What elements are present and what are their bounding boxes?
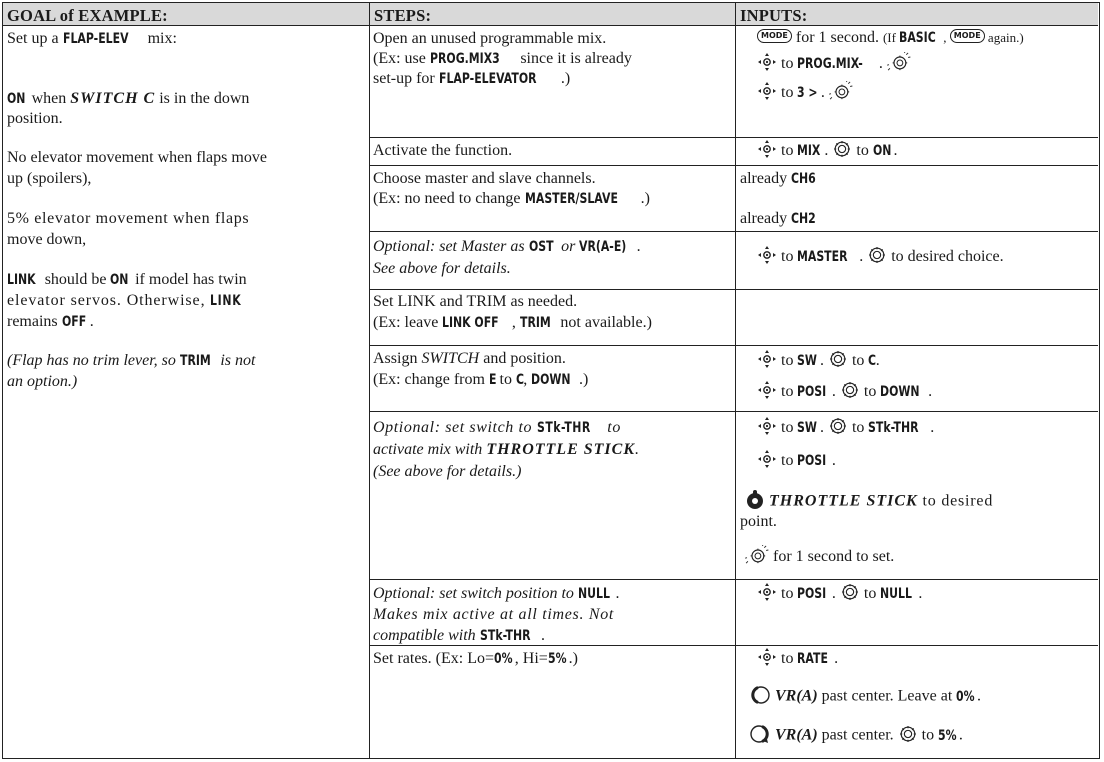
input-line: point.	[740, 513, 777, 530]
step-line: Open an unused programmable mix.	[373, 30, 607, 47]
input-line: already CH6	[740, 170, 816, 187]
input-line: to MIX . to ON .	[757, 141, 897, 161]
input-line: VR(A) past center. Leave at 0% .	[749, 686, 981, 708]
input-line: to POSI . to DOWN .	[757, 382, 932, 402]
dial-icon	[832, 139, 852, 159]
input-line: MODE for 1 second. (If BASIC , MODE again.)	[757, 28, 1024, 48]
row-divider	[369, 137, 1098, 138]
step-line: Assign SWITCH and position.	[373, 350, 566, 367]
input-line: to SW . to C.	[757, 351, 880, 371]
step-line: (Ex: no need to change MASTER/SLAVE .)	[373, 190, 650, 207]
goal-line: elevator servos. Otherwise, LINK	[7, 292, 242, 309]
dial-press-icon	[745, 545, 769, 565]
mode-key-icon: MODE	[950, 29, 985, 43]
step-line: (See above for details.)	[373, 463, 522, 480]
cursor-pad-icon	[757, 81, 777, 101]
step-line: Activate the function.	[373, 142, 513, 159]
header-goal: GOAL of EXAMPLE:	[7, 6, 168, 25]
goal-line: position.	[7, 110, 63, 127]
cursor-pad-icon	[757, 380, 777, 400]
header-divider	[3, 25, 1098, 26]
step-line: compatible with STk-THR .	[373, 627, 546, 644]
goal-line: LINK should be ON if model has twin	[7, 271, 247, 288]
mode-key-icon: MODE	[757, 29, 792, 43]
header-inputs: INPUTS:	[740, 6, 808, 25]
goal-line: (Flap has no trim lever, so TRIM is not	[7, 352, 256, 369]
row-divider	[369, 165, 1098, 166]
cursor-pad-icon	[757, 647, 777, 667]
row-divider	[369, 411, 1098, 412]
step-line: activate mix with THROTTLE STICK.	[373, 441, 639, 458]
input-line: for 1 second to set.	[745, 547, 894, 567]
input-line: to POSI .	[757, 451, 836, 471]
step-line: set-up for FLAP-ELEVATOR .)	[373, 70, 571, 87]
cursor-pad-icon	[757, 52, 777, 72]
cursor-pad-icon	[757, 349, 777, 369]
goal-line: an option.)	[7, 373, 78, 390]
input-line: to SW . to STk-THR .	[757, 418, 934, 438]
step-line: Optional: set Master as OST or VR(A-E) .	[373, 238, 641, 255]
goal-line: ON when SWITCH C is in the down	[7, 90, 250, 107]
cursor-pad-icon	[757, 245, 777, 265]
input-line: to 3 > .	[757, 83, 853, 103]
example-table	[2, 2, 1100, 759]
goal-line: move down,	[7, 231, 87, 248]
row-divider	[369, 579, 1098, 580]
step-line: (Ex: leave LINK OFF , TRIM not available.)	[373, 314, 652, 331]
dial-icon	[828, 349, 848, 369]
input-line: VR(A) past center. to 5% .	[749, 725, 963, 747]
cursor-pad-icon	[757, 582, 777, 602]
cursor-pad-icon	[757, 139, 777, 159]
input-line: already CH2	[740, 210, 816, 227]
row-divider	[369, 345, 1098, 346]
dial-press-icon	[829, 81, 853, 101]
cursor-pad-icon	[757, 416, 777, 436]
goal-line: No elevator movement when flaps move	[7, 149, 267, 166]
row-divider	[369, 231, 1098, 232]
input-line: THROTTLE STICK to desired	[745, 491, 993, 513]
input-line: to RATE .	[757, 649, 838, 669]
input-line: to MASTER . to desired choice.	[757, 247, 1004, 267]
step-line: Set LINK and TRIM as needed.	[373, 293, 578, 310]
knob-right-icon	[749, 723, 771, 745]
step-line: See above for details.	[373, 260, 511, 277]
goal-line: remains OFF .	[7, 313, 94, 330]
dial-icon	[828, 416, 848, 436]
knob-left-icon	[749, 684, 771, 706]
goal-line: up (spoilers),	[7, 170, 92, 187]
step-line: (Ex: change from E to C, DOWN .)	[373, 371, 589, 388]
goal-line: 5% elevator movement when flaps	[7, 210, 250, 227]
dial-icon	[840, 380, 860, 400]
step-line: Choose master and slave channels.	[373, 170, 596, 187]
dial-icon	[867, 245, 887, 265]
step-line: Set rates. (Ex: Lo=0% , Hi=5% .)	[373, 650, 578, 667]
cursor-pad-icon	[757, 449, 777, 469]
throttle-stick-icon	[745, 489, 765, 511]
step-line: (Ex: use PROG.MIX3 since it is already	[373, 50, 632, 67]
step-line: Optional: set switch position to NULL .	[373, 585, 620, 602]
header-steps: STEPS:	[374, 6, 432, 25]
goal-line: Set up a FLAP-ELEV mix:	[7, 30, 177, 47]
dial-icon	[840, 582, 860, 602]
input-line: to POSI . to NULL .	[757, 584, 922, 604]
row-divider	[369, 289, 1098, 290]
step-line: Makes mix active at all times. Not	[373, 606, 615, 623]
dial-icon	[898, 724, 918, 744]
input-line: to PROG.MIX- .	[757, 54, 911, 74]
dial-press-icon	[887, 52, 911, 72]
step-line: Optional: set switch to STk-THR to	[373, 419, 621, 436]
